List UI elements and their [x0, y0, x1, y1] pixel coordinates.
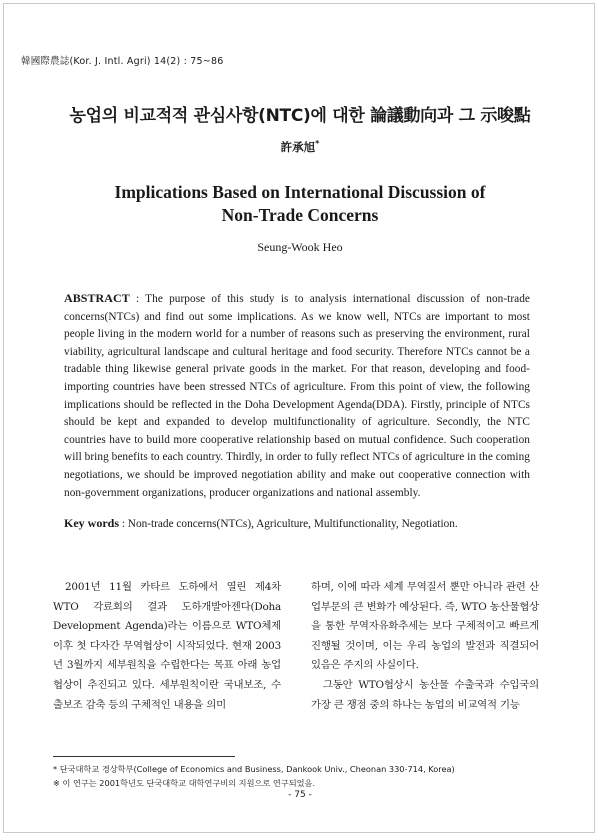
body-paragraph: 하며, 이에 따라 세계 무역질서 뿐만 아니라 관련 산업부문의 큰 변화가 예상된다. 즉, WTO 농산물협상을 통한 무역자유화추세는 보다 구체적이고 빠르게 진행될 것이며, 이는 우리 농업의 발전과 직결되어 있음은 주지의 사실이다. — [311, 581, 539, 672]
korean-title: 농업의 비교적적 관심사항(NTC)에 대한 論議動向과 그 示唆點 — [69, 106, 531, 126]
body-column-left — [53, 578, 281, 715]
footnote-divider — [53, 756, 235, 757]
author-footnote-mark: * — [315, 139, 320, 149]
korean-author-name: 許承旭 — [280, 140, 316, 154]
page-number: - 75 - — [288, 790, 312, 800]
abstract-separator: : — [129, 293, 146, 305]
body-paragraph: 그동안 WTO협상시 농산물 수출국과 수입국의 가장 큰 쟁점 중의 하나는 농업의 비교역적 기능 — [311, 678, 539, 711]
abstract — [64, 290, 530, 502]
abstract-text: The purpose of this study is to analysis international discussion of non-trade concerns(NTCs) and find out some implications. As we know well, NTCs are important to most people living in the modern world for a number of reasons such as preserving the environment, rural viability, agricultural landscape and cultural heritage and food security. Therefore NTCs cannot be a tradable thing likewise general private goods in the market. For that reason, developing and food-importing countries have been stressed NTCs of agriculture. From this point of view, the following implications should be reflected in the Doha Development Agenda(DDA). Firstly, principle of NTCs should be kept and expanded to develop multifunctionality of agriculture. Secondly, the NTC countries have to build more cooperative relationship based on mutual confidence. Such cooperation will bring benefits to each country. Thirdly, in order to fully reflect NTCs of agriculture in the coming negotiations, we should be improved negotiation ability and make out cooperative connection with non-government organizations, producer organizations and national assembly. — [64, 293, 530, 499]
english-author: Seung-Wook Heo — [257, 240, 343, 254]
footnote-affiliation: * 단국대학교 경상학부(College of Economics and Business, Dankook Univ., Cheonan 330-714, Korea) — [53, 764, 455, 774]
body-column-right — [311, 578, 539, 715]
journal-reference: 韓國際農誌(Kor. J. Intl. Agri) 14(2) : 75~86 — [21, 56, 224, 67]
keywords-label: Key words — [64, 516, 119, 530]
english-title — [0, 181, 600, 227]
abstract-label: ABSTRACT — [64, 291, 130, 305]
keywords-separator: : — [119, 518, 128, 530]
english-title-line-2: Non-Trade Concerns — [221, 205, 379, 225]
keywords-text: Non-trade concerns(NTCs), Agriculture, Multifunctionality, Negotiation. — [127, 518, 458, 530]
english-title-line-1: Implications Based on International Discussion of — [114, 182, 486, 202]
korean-author — [0, 139, 600, 155]
footnote-funding: ※ 이 연구는 2001학년도 단국대학교 대학연구비의 지원으로 연구되었음. — [53, 778, 316, 788]
keywords — [64, 516, 534, 531]
body-paragraph: 2001년 11월 카타르 도하에서 열린 제4차 WTO 각료회의 결과 도하개발아젠다(Doha Development Agenda)라는 이름으로 WTO체제 이후 첫 다자간 무역협상이 시작되었다. 현재 2003년 3월까지 세부원칙을 수립한다는 목표 아래 농업협상이 추진되고 있다. 세부원칙이란 국내보조, 수출보조 감축 등의 구체적인 내용을 의미 — [53, 581, 281, 711]
footnotes — [53, 762, 553, 790]
